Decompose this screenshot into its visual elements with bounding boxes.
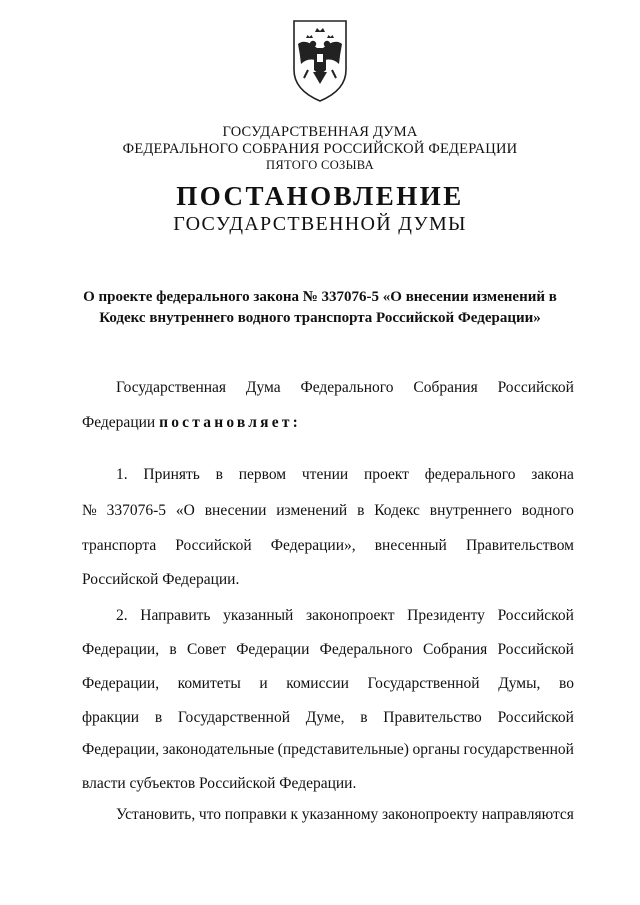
word: поправки	[224, 806, 287, 823]
word: указанному	[301, 806, 379, 823]
word: Установить,	[116, 806, 196, 823]
word: Российской	[497, 709, 574, 726]
item2-line-5	[82, 741, 574, 759]
org-line-3: ПЯТОГО СОЗЫВА	[266, 158, 374, 172]
preamble-word: Дума	[245, 379, 281, 396]
word: проект	[363, 466, 409, 483]
item1-line-1	[116, 466, 574, 484]
word: Думе,	[305, 709, 345, 726]
word: Федерации,	[82, 741, 160, 758]
preamble-word: Российской	[497, 379, 574, 396]
word: в	[169, 641, 177, 658]
word: водного	[521, 502, 574, 519]
org-line-1: ГОСУДАРСТВЕННАЯ ДУМА	[222, 124, 418, 140]
word: Кодекс	[374, 502, 420, 519]
word: закона	[531, 466, 574, 483]
word: Федерации»,	[270, 537, 356, 554]
word: внесенный	[374, 537, 447, 554]
item2-line-1	[116, 607, 574, 625]
word: Федерации,	[82, 675, 160, 692]
preamble-word: Собрания	[413, 379, 478, 396]
word: Федерации,	[82, 641, 160, 658]
word: 337076-5	[106, 502, 167, 519]
word: законопроекту	[381, 806, 479, 823]
decree-word: постановляет:	[159, 414, 301, 431]
word: Российской	[175, 537, 252, 554]
word: Правительством	[465, 537, 574, 554]
word: законопроект	[305, 607, 395, 624]
item2-line-2	[82, 641, 574, 659]
word: Направить	[140, 607, 211, 624]
item2-line-3	[82, 675, 574, 693]
item2-line-4	[82, 709, 574, 727]
word: во	[558, 675, 574, 692]
word: внесении	[204, 502, 267, 519]
word: к	[290, 806, 299, 823]
word: и	[259, 675, 268, 692]
word: федерального	[424, 466, 516, 483]
word: органы	[412, 741, 460, 758]
word: Российской	[497, 607, 574, 624]
word: (представительные)	[277, 741, 409, 758]
word: чтении	[301, 466, 349, 483]
preamble-line-1	[116, 379, 574, 397]
word: указанный	[223, 607, 294, 624]
preamble-word: Федерального	[300, 379, 394, 396]
word: «О	[175, 502, 195, 519]
org-line-2: ФЕДЕРАЛЬНОГО СОБРАНИЯ РОССИЙСКОЙ ФЕДЕРАЦИИ	[122, 141, 518, 157]
item1-number: 1.	[116, 466, 128, 483]
word: Думы,	[498, 675, 541, 692]
item2-line-6: власти субъектов Российской Федерации.	[82, 775, 357, 792]
preamble-word: Государственная	[116, 379, 227, 396]
word: №	[82, 502, 97, 519]
word: Федерального	[319, 641, 413, 658]
word: Государственной	[177, 709, 291, 726]
word: транспорта	[82, 537, 157, 554]
document-issuer-title: ГОСУДАРСТВЕННОЙ ДУМЫ	[173, 213, 467, 235]
word: в	[357, 502, 365, 519]
word: направляются	[481, 806, 574, 823]
word: изменений	[276, 502, 348, 519]
word: Совет	[186, 641, 226, 658]
word: комитеты	[177, 675, 241, 692]
word: что	[198, 806, 222, 823]
word: Президенту	[407, 607, 485, 624]
word: Правительство	[383, 709, 482, 726]
word: внутреннего	[429, 502, 512, 519]
word: в	[360, 709, 368, 726]
item2-number: 2.	[116, 607, 128, 624]
word: Государственной	[367, 675, 480, 692]
item3-line-1	[116, 806, 574, 824]
word: Российской	[497, 641, 574, 658]
word: Принять	[143, 466, 200, 483]
word: государственной	[463, 741, 574, 758]
word: в	[215, 466, 223, 483]
item1-line-4: Российской Федерации.	[82, 571, 240, 588]
subject-line-1: О проекте федерального закона № 337076-5 «О внесении изменений в	[83, 289, 557, 305]
word: в	[154, 709, 163, 726]
subject-line-2: Кодекс внутреннего водного транспорта Российской Федерации»	[99, 310, 541, 326]
word: Собрания	[422, 641, 488, 658]
word: законодательные	[162, 741, 275, 758]
document-type-title: ПОСТАНОВЛЕНИЕ	[176, 181, 464, 211]
coat-of-arms-icon	[291, 18, 349, 104]
item1-line-2	[82, 502, 574, 520]
word: первом	[238, 466, 287, 483]
word: Федерации	[236, 641, 310, 658]
word: фракции	[82, 709, 140, 726]
preamble-text: Федерации	[82, 414, 156, 431]
word: комиссии	[286, 675, 349, 692]
preamble-line-2	[82, 414, 574, 432]
item1-line-3	[82, 537, 574, 555]
